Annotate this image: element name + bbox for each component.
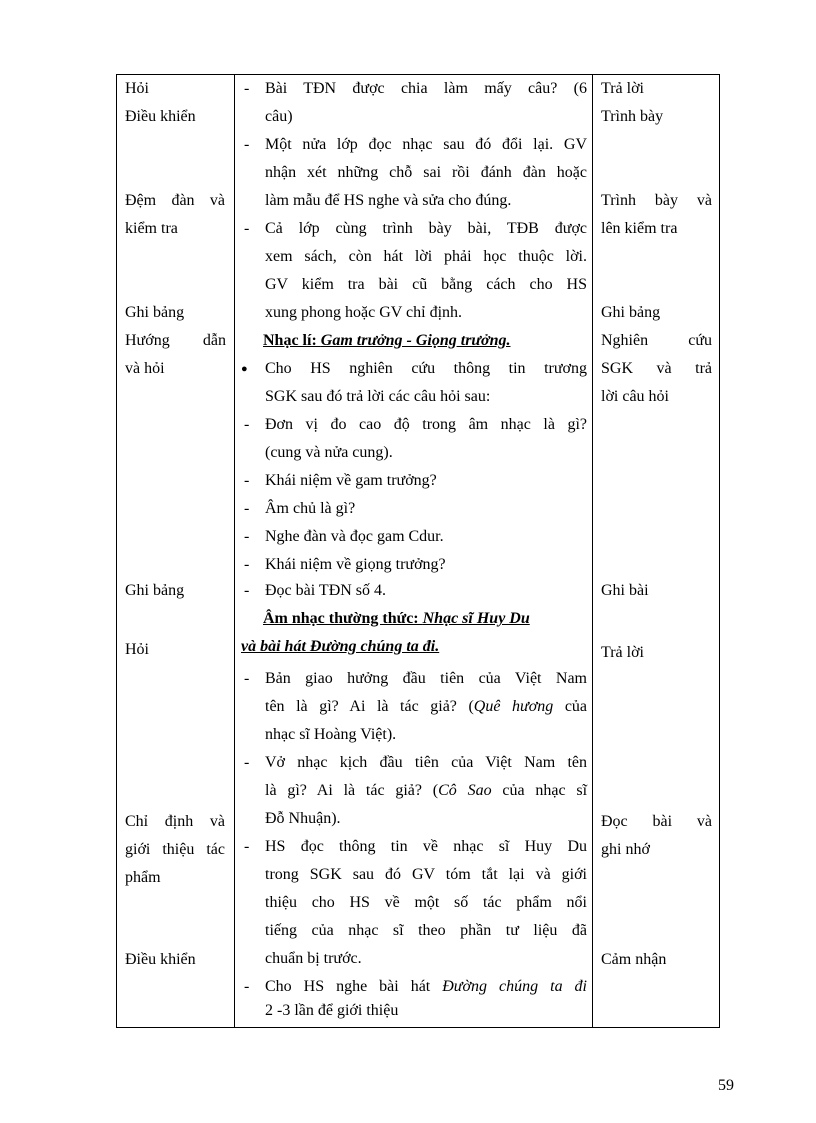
activity-text: Ghi bài (601, 582, 649, 599)
content-line: Bài TĐN được chia làm mấy câu? (6 (265, 80, 587, 97)
content-line: SGK sau đó trả lời các câu hỏi sau: (265, 388, 491, 405)
activity-text: Nghiên cứu (601, 332, 712, 349)
content-line: thiệu cho HS về một số tác phẩm nổi (265, 894, 587, 911)
content-line: tiếng của nhạc sĩ theo phần tư liệu đã (265, 922, 587, 939)
method-text: Đệm đàn và (125, 192, 225, 209)
content-line: 2 -3 lần để giới thiệu (265, 1002, 399, 1019)
dash-bullet: - (244, 670, 250, 687)
heading-music-appreciation-cont: và bài hát Đường chúng ta đi. (241, 638, 440, 655)
lesson-plan-table (116, 74, 720, 1028)
dash-bullet: - (244, 754, 250, 771)
heading-music-appreciation: Âm nhạc thường thức: Nhạc sĩ Huy Du (263, 610, 530, 627)
content-line: Âm chủ là gì? (265, 500, 356, 517)
dash-bullet: - (244, 556, 250, 573)
content-column (235, 75, 592, 1027)
activity-text: lên kiểm tra (601, 220, 678, 237)
activity-text: Cảm nhận (601, 951, 667, 968)
content-line: HS đọc thông tin về nhạc sĩ Huy Du (265, 838, 587, 855)
method-text: và hỏi (125, 360, 165, 377)
content-line: chuẩn bị trước. (265, 950, 362, 967)
content-line: (cung và nửa cung). (265, 444, 393, 461)
dash-bullet: - (244, 978, 250, 995)
heading-music-theory: Nhạc lí: Gam trưởng - Giọng trưởng. (263, 332, 511, 349)
activity-text: Ghi bảng (601, 304, 661, 321)
content-line: Đơn vị đo cao độ trong âm nhạc là gì? (265, 416, 587, 433)
content-line: xem sách, còn hát lời phải học thuộc lời. (265, 248, 587, 265)
content-line: nhận xét những chỗ sai rồi đánh đàn hoặc (265, 164, 587, 181)
method-text: Ghi bảng (125, 304, 185, 321)
activity-text: Trình bày và (601, 192, 712, 209)
method-text: kiểm tra (125, 220, 178, 237)
dash-bullet: - (244, 220, 250, 237)
column-divider (592, 75, 593, 1027)
content-line: tên là gì? Ai là tác giả? (Quê hương của (265, 698, 588, 715)
content-line: Đỗ Nhuận). (265, 810, 341, 827)
activity-text: Trả lời (601, 80, 644, 97)
content-line: trong SGK sau đó GV tóm tắt lại và giới (265, 866, 587, 883)
content-line: câu) (265, 108, 293, 125)
content-line: nhạc sĩ Hoàng Việt). (265, 726, 397, 743)
activity-text: SGK và trả (601, 360, 712, 377)
page-number: 59 (718, 1077, 734, 1094)
activity-text: Trình bày (601, 108, 664, 125)
content-line: Cho HS nghe bài hát Đường chúng ta đi (265, 978, 587, 995)
content-line: Vở nhạc kịch đầu tiên của Việt Nam tên (265, 754, 587, 771)
content-line: Khái niệm về gam trưởng? (265, 472, 437, 489)
dash-bullet: - (244, 582, 250, 599)
activity-text: ghi nhớ (601, 841, 650, 858)
dash-bullet: - (244, 472, 250, 489)
dash-bullet: - (244, 80, 250, 97)
content-line: Khái niệm về giọng trưởng? (265, 556, 446, 573)
method-text: Điều khiển (125, 951, 196, 968)
content-line: Một nửa lớp đọc nhạc sau đó đổi lại. GV (265, 136, 587, 153)
content-line: làm mẫu để HS nghe và sửa cho đúng. (265, 192, 512, 209)
activity-text: lời câu hỏi (601, 388, 669, 405)
method-text: Hướng dẫn (125, 332, 226, 349)
dash-bullet: - (244, 838, 250, 855)
content-line: Bản giao hưởng đầu tiên của Việt Nam (265, 670, 587, 687)
dot-bullet: ● (241, 363, 248, 375)
method-text: Điều khiển (125, 108, 196, 125)
content-line: Cho HS nghiên cứu thông tin trương (265, 360, 587, 377)
method-text: phẩm (125, 869, 161, 886)
methods-column (125, 75, 227, 1027)
content-line: GV kiểm tra bài cũ bằng cách cho HS (265, 276, 587, 293)
activities-column (601, 75, 713, 1027)
method-text: Chỉ định và (125, 813, 225, 830)
content-line: Nghe đàn và đọc gam Cdur. (265, 528, 444, 545)
dash-bullet: - (244, 416, 250, 433)
method-text: Hỏi (125, 80, 149, 97)
content-line: là gì? Ai là tác giả? (Cô Sao của nhạc sĩ (265, 782, 588, 799)
dash-bullet: - (244, 528, 250, 545)
content-line: Cả lớp cùng trình bày bài, TĐB được (265, 220, 587, 237)
method-text: Hỏi (125, 641, 149, 658)
method-text: Ghi bảng (125, 582, 185, 599)
dash-bullet: - (244, 136, 250, 153)
content-line: xung phong hoặc GV chỉ định. (265, 304, 463, 321)
content-line: Đọc bài TĐN số 4. (265, 582, 387, 599)
activity-text: Đọc bài và (601, 813, 712, 830)
dash-bullet: - (244, 500, 250, 517)
method-text: giới thiệu tác (125, 841, 225, 858)
activity-text: Trả lời (601, 644, 644, 661)
